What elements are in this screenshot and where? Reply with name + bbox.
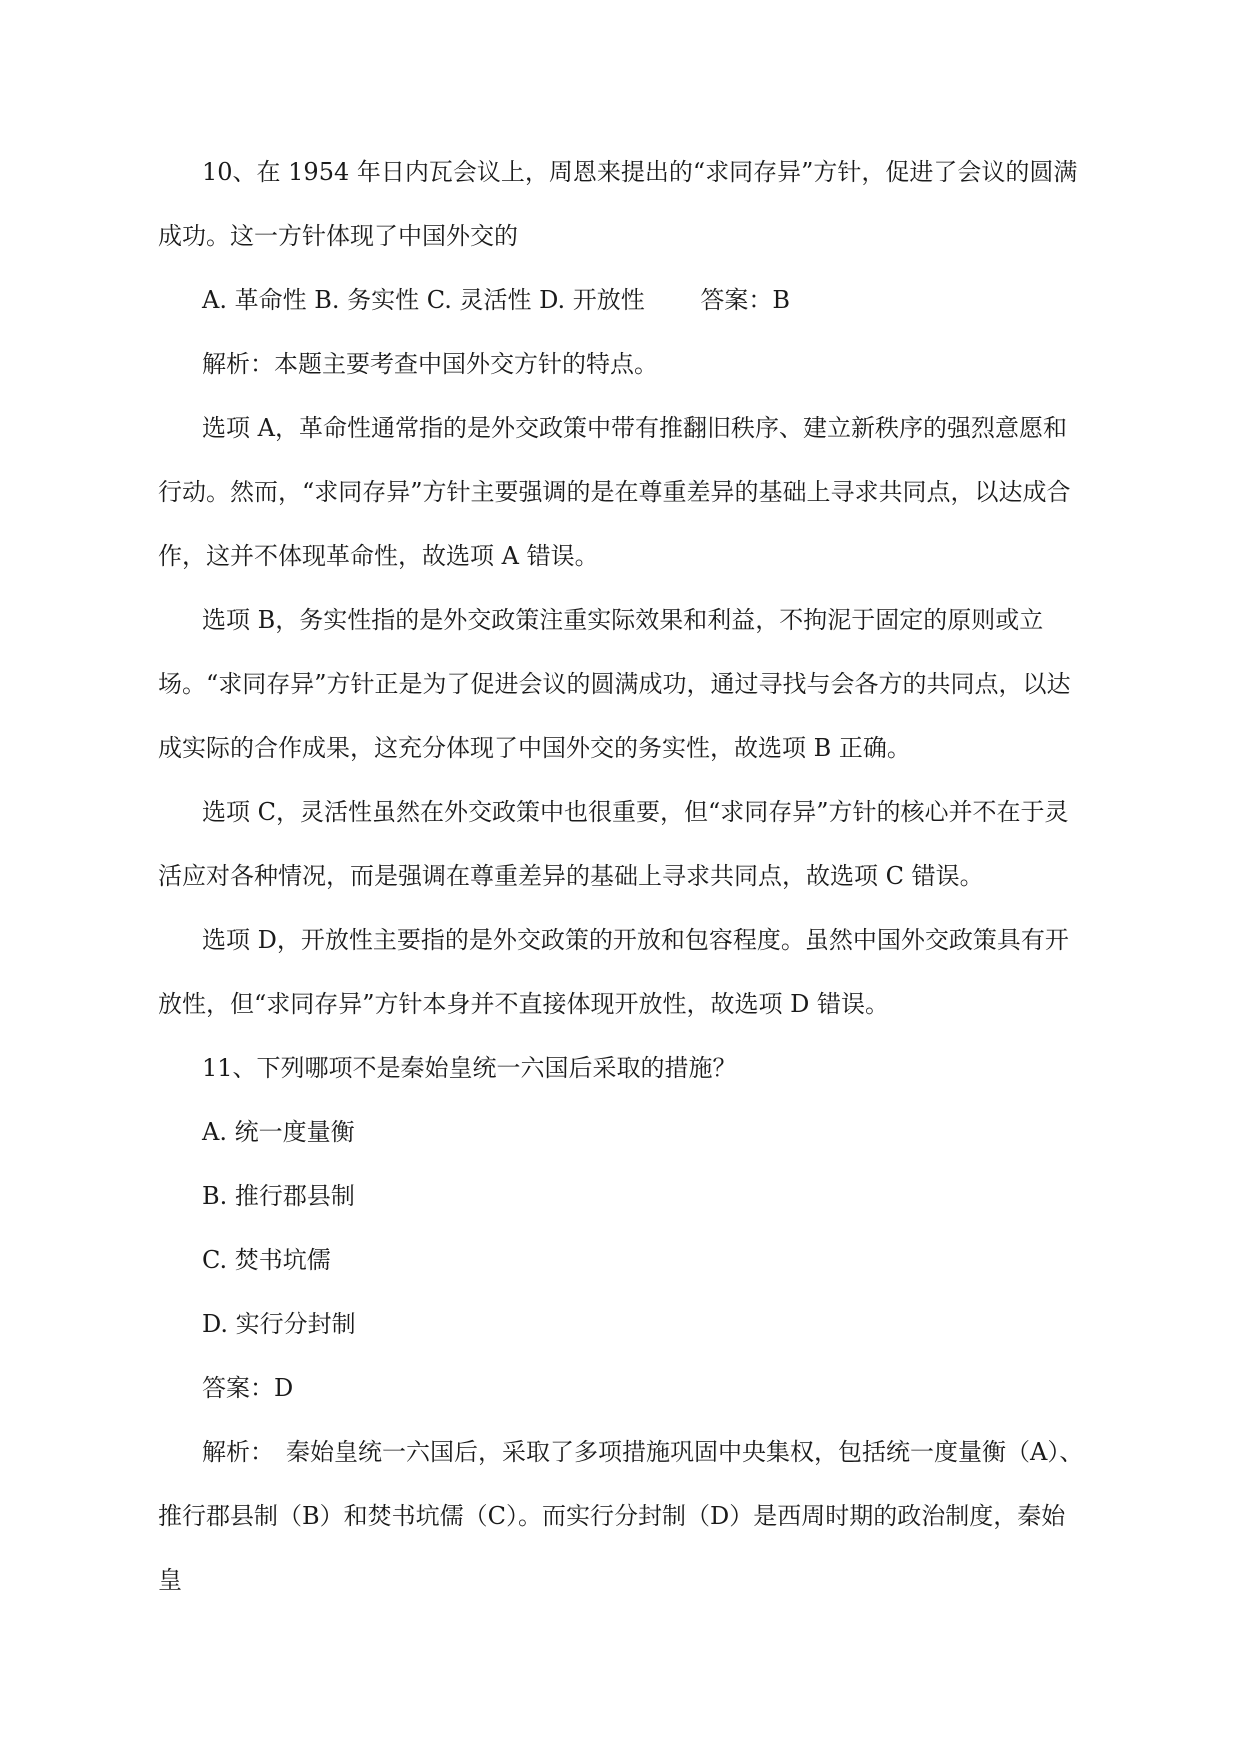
question-10-options-answer: A. 革命性 B. 务实性 C. 灵活性 D. 开放性 答案：B [202, 286, 791, 314]
question-10-stem: 10、在 1954 年日内瓦会议上，周恩来提出的“求同存异”方针，促进了会议的圆满成功。这一方针体现了中国外交的 [158, 158, 1078, 250]
question-10-analysis-option-c: 选项 C，灵活性虽然在外交政策中也很重要，但“求同存异”方针的核心并不在于灵活应对各种情况，而是强调在尊重差异的基础上寻求共同点，故选项 C 错误。 [158, 798, 1069, 890]
question-10-analysis-option-b: 选项 B，务实性指的是外交政策注重实际效果和利益，不拘泥于固定的原则或立场。“求同存异”方针正是为了促进会议的圆满成功，通过寻找与会各方的共同点，以达成实际的合作成果，这充分体现了中国外交的务实性，故选项 B 正确。 [158, 606, 1071, 762]
question-10-analysis-option-d: 选项 D，开放性主要指的是外交政策的开放和包容程度。虽然中国外交政策具有开放性，但“求同存异”方针本身并不直接体现开放性，故选项 D 错误。 [158, 926, 1069, 1018]
question-11-option-d: D. 实行分封制 [202, 1310, 356, 1338]
question-11-option-b: B. 推行郡县制 [202, 1182, 355, 1210]
question-11-option-c: C. 焚书坑儒 [202, 1246, 331, 1274]
question-10-analysis-option-a: 选项 A，革命性通常指的是外交政策中带有推翻旧秩序、建立新秩序的强烈意愿和行动。然而，“求同存异”方针主要强调的是在尊重差异的基础上寻求共同点，以达成合作，这并不体现革命性，故选项 A 错误。 [158, 414, 1071, 570]
question-11-option-a: A. 统一度量衡 [202, 1118, 355, 1146]
question-10-analysis-intro: 解析：本题主要考查中国外交方针的特点。 [202, 350, 658, 378]
question-11-stem: 11、下列哪项不是秦始皇统一六国后采取的措施？ [202, 1054, 737, 1082]
question-11-analysis: 解析： 秦始皇统一六国后，采取了多项措施巩固中央集权，包括统一度量衡（A）、推行郡县制（B）和焚书坑儒（C）。而实行分封制（D）是西周时期的政治制度，秦始皇 [158, 1438, 1084, 1594]
question-11-answer: 答案：D [202, 1374, 294, 1402]
document-body [158, 140, 1088, 1612]
